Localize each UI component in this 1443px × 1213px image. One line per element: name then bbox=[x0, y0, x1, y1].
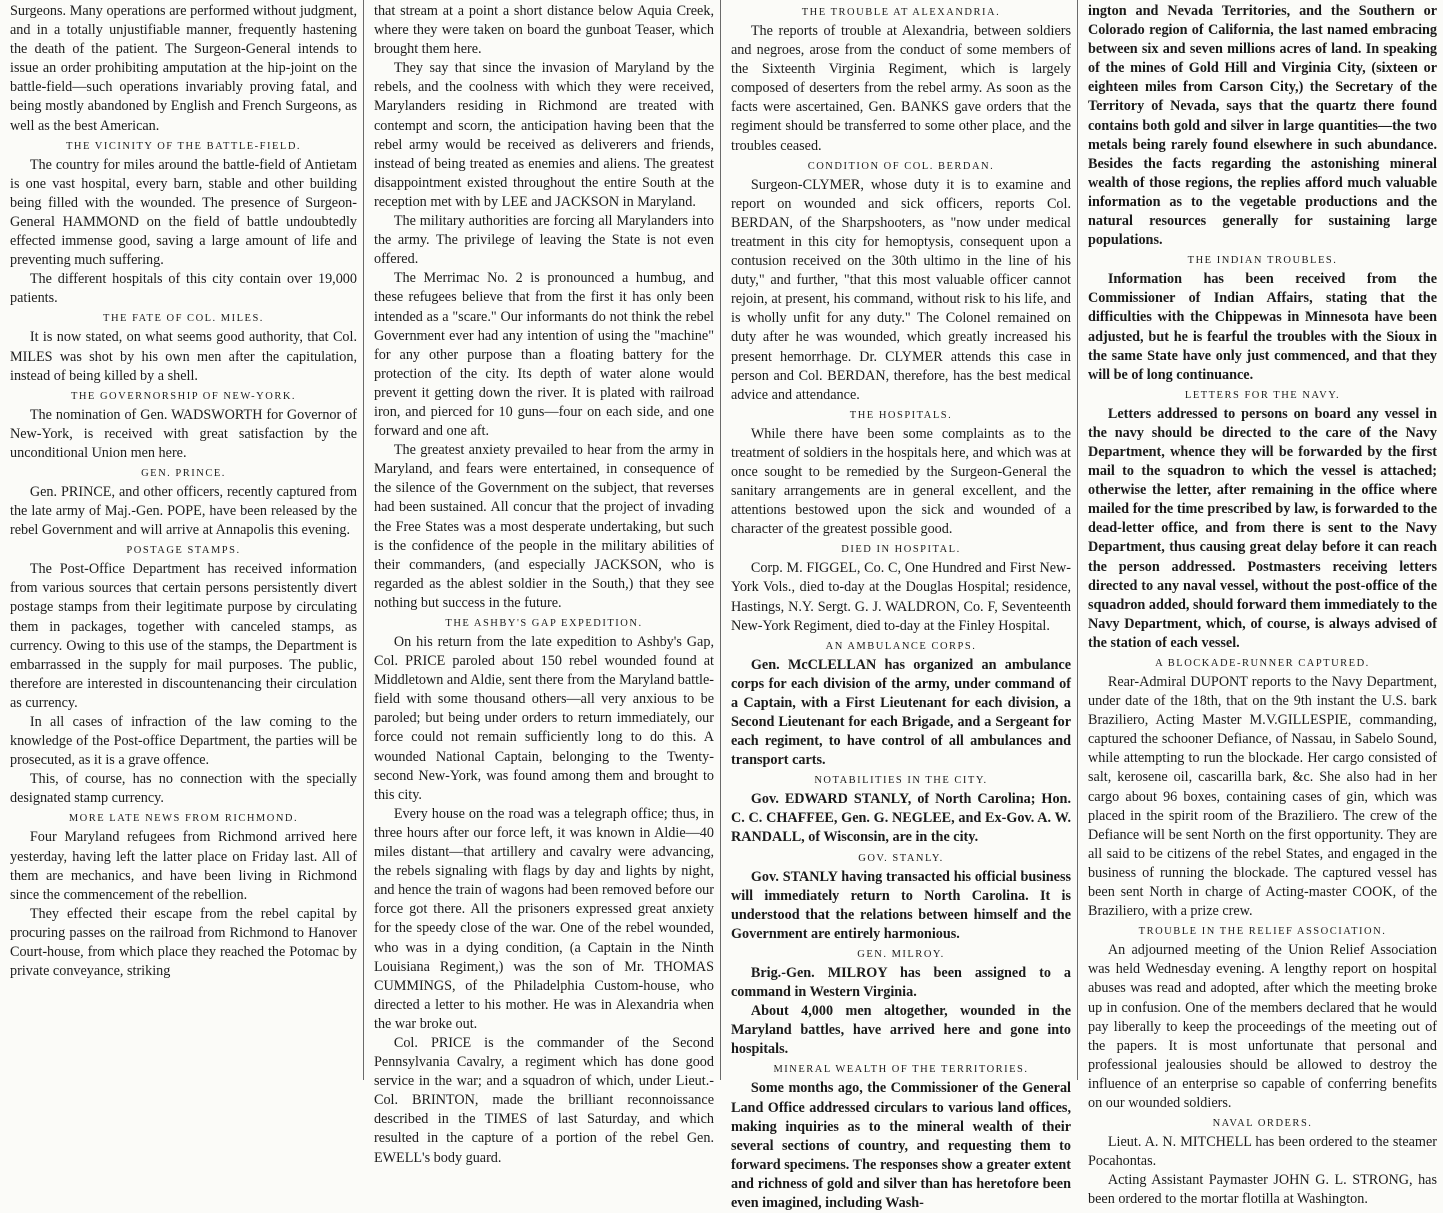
article-headline: POSTAGE STAMPS. bbox=[126, 545, 241, 557]
article-paragraph: They say that since the invasion of Maryland by the rebels, and the coolness with which they were received, Marylanders residing in Richmond are treated with contempt and scorn, the anticipation having been that the rebel army would be received as deliverers and friends, instead of being treated as enemies and aliens. The greatest disappointment existed throughout the entire South at the reception met with by LEE and JACKSON in Maryland. bbox=[374, 60, 714, 210]
article-paragraph: Surgeons. Many operations are performed without judgment, and in a totally unjustifiable manner, frequently hastening the death of the patient. The Surgeon-General intends to issue an order prohibiting amputation at the hip-joint on the battle-field—such operations invariably proving fatal, and being mostly abandoned by English and French Surgeons, as well as the best American. bbox=[10, 3, 357, 134]
article-paragraph: About 4,000 men altogether, wounded in the Maryland battles, have arrived here and gone into hospitals. bbox=[731, 1003, 1071, 1058]
article-paragraph: Acting Assistant Paymaster JOHN G. L. STRONG, has been ordered to the mortar flotilla at Washington. bbox=[1088, 1172, 1437, 1208]
article-paragraph: An adjourned meeting of the Union Relief Association was held Wednesday evening. A lengthy report on hospital abuses was read and adopted, after which the meeting broke up in confusion. One of the members declared that he would pay liberally to keep the proceedings of the meeting out of the papers. It is most unfortunate that personal and professional jealousies should be allowed to destroy the influence of an enterprise so capable of conferring benefits on our wounded soldiers. bbox=[1088, 942, 1437, 1111]
article-headline: LETTERS FOR THE NAVY. bbox=[1184, 389, 1341, 401]
article-headline: GEN. PRINCE. bbox=[141, 467, 226, 479]
article-paragraph: Rear-Admiral DUPONT reports to the Navy Department, under date of the 18th, that on the 9th instant the U.S. bark Braziliero, Acting Master M.V.GILLESPIE, commanding, captured the schooner Defiance, of Nassau, in Sabelo Sound, while attempting to run the blockade. Her cargo consisted of salt, kerosene oil, cascarilla bark, &c. She also had in her cargo about 96 boxes, containing cases of gin, which was placed in the spirit room of the Braziliero. The crew of the Defiance will be sent North on the first opportunity. They are all said to be citizens of the rebel States, and engaged in the business of running the blockade. The captured vessel has been sent North in charge of Acting-master COOK, of the Braziliero, with a prize crew. bbox=[1088, 674, 1437, 920]
article-headline: GOV. STANLY. bbox=[858, 852, 944, 864]
article-paragraph: Surgeon-CLYMER, whose duty it is to examine and report on wounded and sick officers, reports Col. BERDAN, of the Sharpshooters, as "now under medical treatment in this city for hemoptysis, consequent upon a contusion received on the 30th ultimo in the line of his duty," and further, "that this most valuable officer cannot rejoin, at present, his command, without risk to his life, and is wholly unfit for any duty." The Colonel remained on duty after he was wounded, which greatly increased his present hemorrhage. Dr. CLYMER attends this case in person and Col. BERDAN, therefore, has the best medical advice and attendance. bbox=[731, 176, 1071, 403]
article-paragraph: Gen. PRINCE, and other officers, recently captured from the late army of Maj.-Gen. POPE, have been released by the rebel Government and will arrive at Annapolis this evening. bbox=[10, 483, 357, 539]
article-paragraph: ington and Nevada Territories, and the Southern or Colorado region of California, the last named embracing between six and seven millions acres of land. In speaking of the mines of Gold Hill and Virginia City, (sixteen or eighteen miles from Carson City,) the Secretary of the Territory of Nevada, says that the quartz there found contains both gold and silver in large quantities—the two metals being rarely found elsewhere in such abundance. Besides the facts regarding the astonishing mineral wealth of those regions, the replies afford much valuable information as to the vegetable productions and the natural resources generally for sustaining large populations. bbox=[1088, 3, 1437, 249]
article-paragraph: This, of course, has no connection with the specially designated stamp currency. bbox=[10, 771, 357, 807]
article-paragraph: that stream at a point a short distance below Aquia Creek, where they were taken on board the gunboat Teaser, which brought them here. bbox=[374, 3, 714, 58]
article-headline: DIED IN HOSPITAL. bbox=[841, 544, 961, 556]
article-paragraph: Gov. STANLY having transacted his official business will immediately return to North Carolina. It is understood that the relations between himself and the Government are entirely harmonious. bbox=[731, 868, 1071, 942]
article-paragraph: Gen. McCLELLAN has organized an ambulance corps for each division of the army, under command of a Captain, with a First Lieutenant for each division, a Second Lieutenant for each Brigade, and a Sergeant for each regiment, to have control of all ambulances and transport carts. bbox=[731, 656, 1071, 769]
article-paragraph: It is now stated, on what seems good authority, that Col. MILES was shot by his own men after the capitulation, instead of being killed by a shell. bbox=[10, 329, 357, 384]
article-paragraph: On his return from the late expedition to Ashby's Gap, Col. PRICE paroled about 150 rebel wounded found at Middletown and Aldie, sent there from the Maryland battle-field with some thousand others—all very anxious to be paroled; but being under orders to return immediately, our force could not remain sufficiently long to do this. A wounded National Captain, belonging to the Twenty-second New-York, was found among them and brought to this city. bbox=[374, 634, 715, 803]
column-3 bbox=[721, 0, 1077, 1211]
column-1 bbox=[0, 0, 363, 1080]
article-paragraph: The Merrimac No. 2 is pronounced a humbug, and these refugees believe that from the first it has only been intended as a "scare." Our informants do not think the rebel Government ever had any intention of using the "machine" for any other purpose than a floating battery for the protection of the city. Its depth of water alone would prevent it getting down the river. It is plated with railroad iron, and pierced for 10 guns—four on each side, and one forward and one aft. bbox=[374, 270, 714, 440]
article-headline: GEN. MILROY. bbox=[857, 948, 945, 960]
article-paragraph: Information has been received from the Commissioner of Indian Affairs, stating that the difficulties with the Chippewas in Minnesota have been adjusted, but he is fearful the troubles with the Sioux in the same State have only just commenced, and that they will be of long continuance. bbox=[1088, 271, 1437, 383]
article-headline: THE VICINITY OF THE BATTLE-FIELD. bbox=[65, 140, 302, 152]
article-paragraph: The Post-Office Department has received information from various sources that certain persons persistently divert postage stamps from their legitimate purpose by circulating them in packages, together with canceled stamps, as currency. Owing to this use of the stamps, the Department is embarrassed in the supply for mail purposes. The public, therefore are interested in discountenancing their circulation as currency. bbox=[10, 561, 357, 711]
column-2 bbox=[364, 0, 720, 1166]
column-4 bbox=[1078, 0, 1443, 1208]
article-headline: AN AMBULANCE CORPS. bbox=[825, 640, 977, 652]
article-paragraph: Every house on the road was a telegraph office; thus, in three hours after our force left, it was known in Aldie—40 miles distant—that artillery and cavalry were advancing, the rebels signaling with flags by day and lights by night, and hence the train of wagons had been removed before our force got there. All the prisoners expressed great anxiety for the speedy close of the war. One of the rebel wounded, who was in a dying condition, (a Captain in the Ninth Louisiana Regiment,) was the son of Mr. THOMAS CUMMINGS, of the Philadelphia Custom-house, who directed a letter to his mother. He was in Alexandria when the war broke out. bbox=[374, 805, 714, 1032]
article-headline: THE HOSPITALS. bbox=[849, 409, 953, 421]
article-headline: NAVAL ORDERS. bbox=[1212, 1118, 1313, 1130]
article-headline: THE GOVERNORSHIP OF NEW-YORK. bbox=[70, 390, 297, 402]
article-paragraph: Some months ago, the Commissioner of the General Land Office addressed circulars to various land offices, making inquiries as to the mineral wealth of their several sections of country, and requesting them to forward specimens. The responses show a greater extent and richness of gold and silver than has heretofore been even imagined, including Wash- bbox=[731, 1080, 1071, 1211]
article-paragraph: The greatest anxiety prevailed to hear from the army in Maryland, and fears were entertained, in consequence of the silence of the Government on the subject, that reverses had been sustained. All concur that the project of invading the Free States was a most desperate undertaking, but such is the confidence of the people in the military abilities of their commanders, (and especially JACKSON, who is regarded as the ablest soldier in the South,) that they see nothing but success in the future. bbox=[374, 442, 714, 611]
article-paragraph: Corp. M. FIGGEL, Co. C, One Hundred and First New-York Vols., died to-day at the Douglas Hospital; residence, Hastings, N.Y. Sergt. G. J. WALDRON, Co. F, Seventeenth New-York Regiment, died to-day at the Finley Hospital. bbox=[731, 560, 1071, 634]
article-headline: TROUBLE IN THE RELIEF ASSOCIATION. bbox=[1138, 926, 1387, 938]
article-headline: A BLOCKADE-RUNNER CAPTURED. bbox=[1155, 658, 1370, 669]
article-paragraph: The military authorities are forcing all Marylanders into the army. The privilege of leaving the State is not even offered. bbox=[374, 213, 714, 268]
article-paragraph: Col. PRICE is the commander of the Second Pennsylvania Cavalry, a regiment which has done good service in the war; and a squadron of which, under Lieut.-Col. BRINTON, made the brilliant reconnoissance described in the TIMES of last Saturday, and which resulted in the capture of a portion of the rebel Gen. EWELL's body guard. bbox=[374, 1034, 714, 1166]
article-headline: MORE LATE NEWS FROM RICHMOND. bbox=[68, 813, 299, 825]
article-headline: THE TROUBLE AT ALEXANDRIA. bbox=[801, 7, 1001, 18]
article-paragraph: Brig.-Gen. MILROY has been assigned to a command in Western Virginia. bbox=[731, 964, 1071, 1001]
article-paragraph: The different hospitals of this city contain over 19,000 patients. bbox=[10, 271, 357, 307]
article-paragraph: Lieut. A. N. MITCHELL has been ordered to the steamer Pocahontas. bbox=[1088, 1134, 1437, 1170]
article-headline: THE INDIAN TROUBLES. bbox=[1187, 255, 1338, 267]
article-headline: THE ASHBY'S GAP EXPEDITION. bbox=[445, 618, 643, 629]
article-paragraph: Four Maryland refugees from Richmond arrived here yesterday, having left the latter place on Friday last. All of them are mechanics, and have been living in Richmond since the commencement of the rebellion. bbox=[10, 829, 357, 903]
article-paragraph: Gov. EDWARD STANLY, of North Carolina; Hon. C. C. CHAFFEE, Gen. G. NEGLEE, and Ex-Gov. A. W. RANDALL, of Wisconsin, are in the city. bbox=[731, 791, 1071, 846]
article-paragraph: In all cases of infraction of the law coming to the knowledge of the Post-office Department, the parties will be prosecuted, as it is a grave offence. bbox=[10, 714, 357, 769]
article-paragraph: The reports of trouble at Alexandria, between soldiers and negroes, arose from the conduct of some members of the Sixteenth Virginia Regiment, which is largely composed of deserters from the rebel army. As soon as the facts were ascertained, Gen. BANKS gave orders that the regiment should be transferred to some other place, and the troubles ceased. bbox=[731, 23, 1071, 154]
article-paragraph: They effected their escape from the rebel capital by procuring passes on the railroad from Richmond to Hanover Court-house, from which place they reached the Potomac by private conveyance, striking bbox=[10, 905, 357, 980]
article-headline: MINERAL WEALTH OF THE TERRITORIES. bbox=[773, 1064, 1029, 1076]
article-paragraph: The country for miles around the battle-field of Antietam is one vast hospital, every barn, stable and other building being filled with the wounded. The presence of Surgeon-General HAMMOND on the field of battle undoubtedly effected immense good, saving a large amount of life and preventing much suffering. bbox=[10, 156, 357, 269]
article-headline: THE FATE OF COL. MILES. bbox=[103, 313, 264, 325]
article-paragraph: Letters addressed to persons on board any vessel in the navy should be directed to the care of the Navy Department, whence they will be forwarded by the first mail to the squadron to which the vessel is attached; otherwise the letter, after remaining in the office where mailed for the time prescribed by law, is forwarded to the dead-letter office, and from there is sent to the Navy Department, thus causing great delay before it can reach the person addressed. Postmasters receiving letters directed to any naval vessel, without the post-office of the squadron added, should forward them immediately to the Navy Department, which, of course, is always advised of the station of each vessel. bbox=[1088, 405, 1437, 651]
article-paragraph: While there have been some complaints as to the treatment of soldiers in the hospitals here, and which was at once sought to be remedied by the Surgeon-General the sanitary arrangements are in general excellent, and the attentions bestowed upon the sick and wounded of a character of the greatest possible good. bbox=[731, 425, 1071, 538]
article-headline: CONDITION OF COL. BERDAN. bbox=[807, 160, 995, 172]
article-headline: NOTABILITIES IN THE CITY. bbox=[814, 775, 988, 787]
article-paragraph: The nomination of Gen. WADSWORTH for Governor of New-York, is received with great satisfaction by the unconditional Union men here. bbox=[10, 406, 357, 461]
